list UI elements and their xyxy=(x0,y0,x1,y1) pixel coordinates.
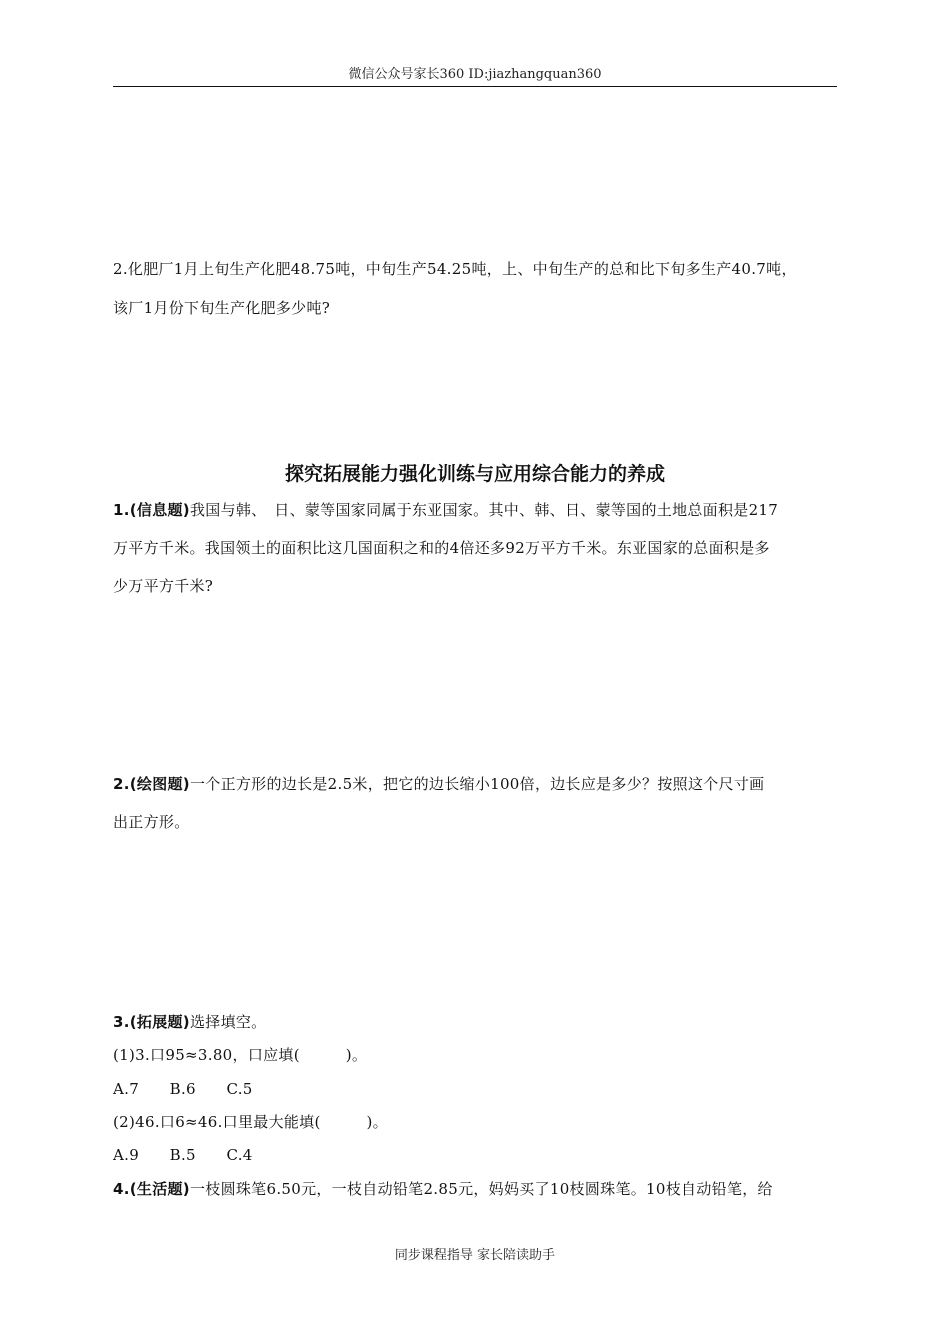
question-3-line-1 xyxy=(113,1011,843,1033)
question-1-line-1 xyxy=(113,499,843,521)
question-2-text-1: 一个正方形的边长是2.5米，把它的边长缩小100倍，边长应是多少？按照这个尺寸画 xyxy=(189,775,765,793)
question-4-text-1: 一枝圆珠笔6.50元，一枝自动铅笔2.85元，妈妈买了10枝圆珠笔。10枝自动铅笔，给 xyxy=(189,1180,773,1198)
question-1-line-2: 万平方千米。我国领土的面积比这几国面积之和的4倍还多92万平方千米。东亚国家的总面积是多 xyxy=(113,539,770,557)
question-1-line-3: 少万平方千米? xyxy=(113,577,214,595)
question-3-options-1: A.7 B.6 C.5 xyxy=(113,1080,253,1098)
question-3-text-1: 选择填空。 xyxy=(189,1013,267,1031)
header-divider xyxy=(113,86,837,87)
question-3-tag: (拓展题) xyxy=(129,1013,190,1031)
question-2-number: 2. xyxy=(113,775,130,793)
question-3-number: 3. xyxy=(113,1013,130,1031)
question-3-options-2: A.9 B.5 C.4 xyxy=(113,1146,253,1164)
question-1-tag: (信息题) xyxy=(129,501,190,519)
page-footer: 同步课程指导 家长陪读助手 xyxy=(394,1248,556,1263)
section-title: 探究拓展能力强化训练与应用综合能力的养成 xyxy=(284,463,665,485)
previous-problem-line-1: 2.化肥厂1月上旬生产化肥48.75吨，中旬生产54.25吨，上、中旬生产的总和比下旬多生产40.7吨， xyxy=(113,260,797,278)
question-1-text-1: 我国与韩、 日、蒙等国家同属于东亚国家。其中、韩、日、蒙等国的土地总面积是217 xyxy=(189,501,779,519)
question-2-tag: (绘图题) xyxy=(129,775,190,793)
question-4-line-1 xyxy=(113,1178,843,1200)
previous-problem-line-2: 该厂1月份下旬生产化肥多少吨? xyxy=(113,299,331,317)
question-3-sub-1: (1)3.口95≈3.80，口应填( )。 xyxy=(113,1046,368,1064)
question-2-line-1 xyxy=(113,773,843,795)
question-4-number: 4. xyxy=(113,1180,130,1198)
question-3-sub-2: (2)46.口6≈46.口里最大能填( )。 xyxy=(113,1113,388,1131)
question-2-line-2: 出正方形。 xyxy=(113,813,190,831)
page-header: 微信公众号家长360 ID:jiazhangquan360 xyxy=(348,67,602,82)
question-4-tag: (生活题) xyxy=(129,1180,190,1198)
question-1-number: 1. xyxy=(113,501,130,519)
